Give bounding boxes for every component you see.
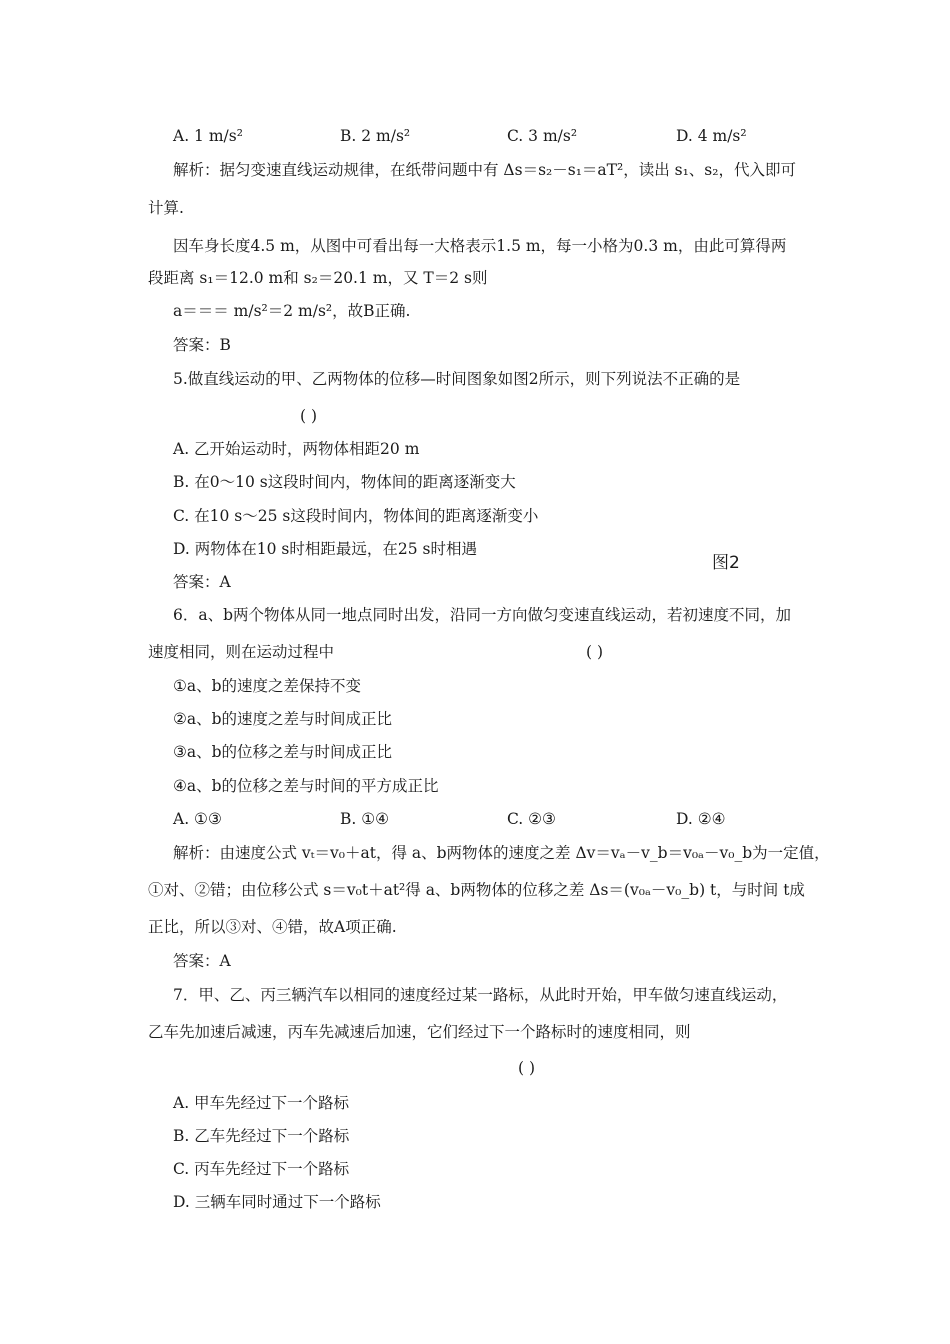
- q6-stem-line-1: 6．a、b两个物体从同一地点同时出发，沿同一方向做匀变速直线运动，若初速度不同，加: [173, 606, 792, 624]
- q4-option-b: B. 2 m/s²: [340, 127, 411, 145]
- q4-analysis-line-1: 解析：据匀变速直线运动规律，在纸带问题中有 Δs＝s₂－s₁＝aT²，读出 s₁、s₂，代入即可: [173, 161, 796, 179]
- q6-statement-4: ④a、b的位移之差与时间的平方成正比: [173, 777, 439, 795]
- q4-option-d: D. 4 m/s²: [676, 127, 747, 145]
- q4-analysis-line-3: 因车身长度4.5 m，从图中可看出每一大格表示1.5 m，每一小格为0.3 m，由此可算得两: [173, 237, 787, 255]
- q5-option-c: C. 在10 s～25 s这段时间内，物体间的距离逐渐变小: [173, 507, 539, 525]
- q5-option-b: B. 在0～10 s这段时间内，物体间的距离逐渐变大: [173, 473, 516, 491]
- q6-statement-1: ①a、b的速度之差保持不变: [173, 677, 362, 695]
- q6-statement-2: ②a、b的速度之差与时间成正比: [173, 710, 393, 728]
- q6-option-b: B. ①④: [340, 810, 390, 828]
- q6-answer: 答案：A: [173, 952, 231, 970]
- q7-stem-line-2: 乙车先加速后减速，丙车先减速后加速，它们经过下一个路标时的速度相同，则: [148, 1023, 691, 1041]
- q7-answer-paren: ( ): [518, 1059, 536, 1077]
- q4-analysis-line-2: 计算.: [148, 199, 184, 217]
- q5-option-d: D. 两物体在10 s时相距最远，在25 s时相遇: [173, 540, 477, 558]
- q4-options: [173, 126, 793, 146]
- q5-answer-paren: ( ): [300, 407, 318, 425]
- q6-analysis-line-3: 正比，所以③对、④错，故A项正确.: [148, 918, 397, 936]
- q7-option-b: B. 乙车先经过下一个路标: [173, 1127, 350, 1145]
- q5-stem: 5.做直线运动的甲、乙两物体的位移—时间图象如图2所示，则下列说法不正确的是: [173, 370, 741, 388]
- q7-stem-line-1: 7．甲、乙、丙三辆汽车以相同的速度经过某一路标，从此时开始，甲车做匀速直线运动，: [173, 986, 788, 1004]
- q6-analysis-line-2: ①对、②错；由位移公式 s＝v₀t＋at²得 a、b两物体的位移之差 Δs＝(v₀ₐ－v₀_b) t，与时间 t成: [148, 881, 805, 899]
- q4-option-a: A. 1 m/s²: [173, 127, 243, 145]
- q4-analysis-line-5: a＝＝＝ m/s²＝2 m/s²，故B正确.: [173, 302, 411, 320]
- q7-option-c: C. 丙车先经过下一个路标: [173, 1160, 350, 1178]
- q5-answer: 答案：A: [173, 573, 231, 591]
- q4-option-c: C. 3 m/s²: [507, 127, 578, 145]
- q7-option-a: A. 甲车先经过下一个路标: [173, 1094, 350, 1112]
- q5-option-a: A. 乙开始运动时，两物体相距20 m: [173, 440, 420, 458]
- q6-statement-3: ③a、b的位移之差与时间成正比: [173, 743, 393, 761]
- q6-analysis-line-1: 解析：由速度公式 vₜ＝v₀＋at，得 a、b两物体的速度之差 Δv＝vₐ－v_b＝v₀ₐ－v₀_b为一定值，: [173, 844, 830, 862]
- q7-option-d: D. 三辆车同时通过下一个路标: [173, 1193, 381, 1211]
- figure-label: 图2: [712, 553, 740, 573]
- q4-answer: 答案：B: [173, 336, 231, 354]
- q6-option-c: C. ②③: [507, 810, 556, 828]
- q6-option-d: D. ②④: [676, 810, 726, 828]
- q6-option-a: A. ①③: [173, 810, 222, 828]
- q6-options: [173, 809, 793, 829]
- q6-answer-paren: ( ): [586, 643, 604, 661]
- q4-analysis-line-4: 段距离 s₁＝12.0 m和 s₂＝20.1 m，又 T＝2 s则: [148, 269, 488, 287]
- q6-stem-line-2: 速度相同，则在运动过程中: [148, 643, 335, 661]
